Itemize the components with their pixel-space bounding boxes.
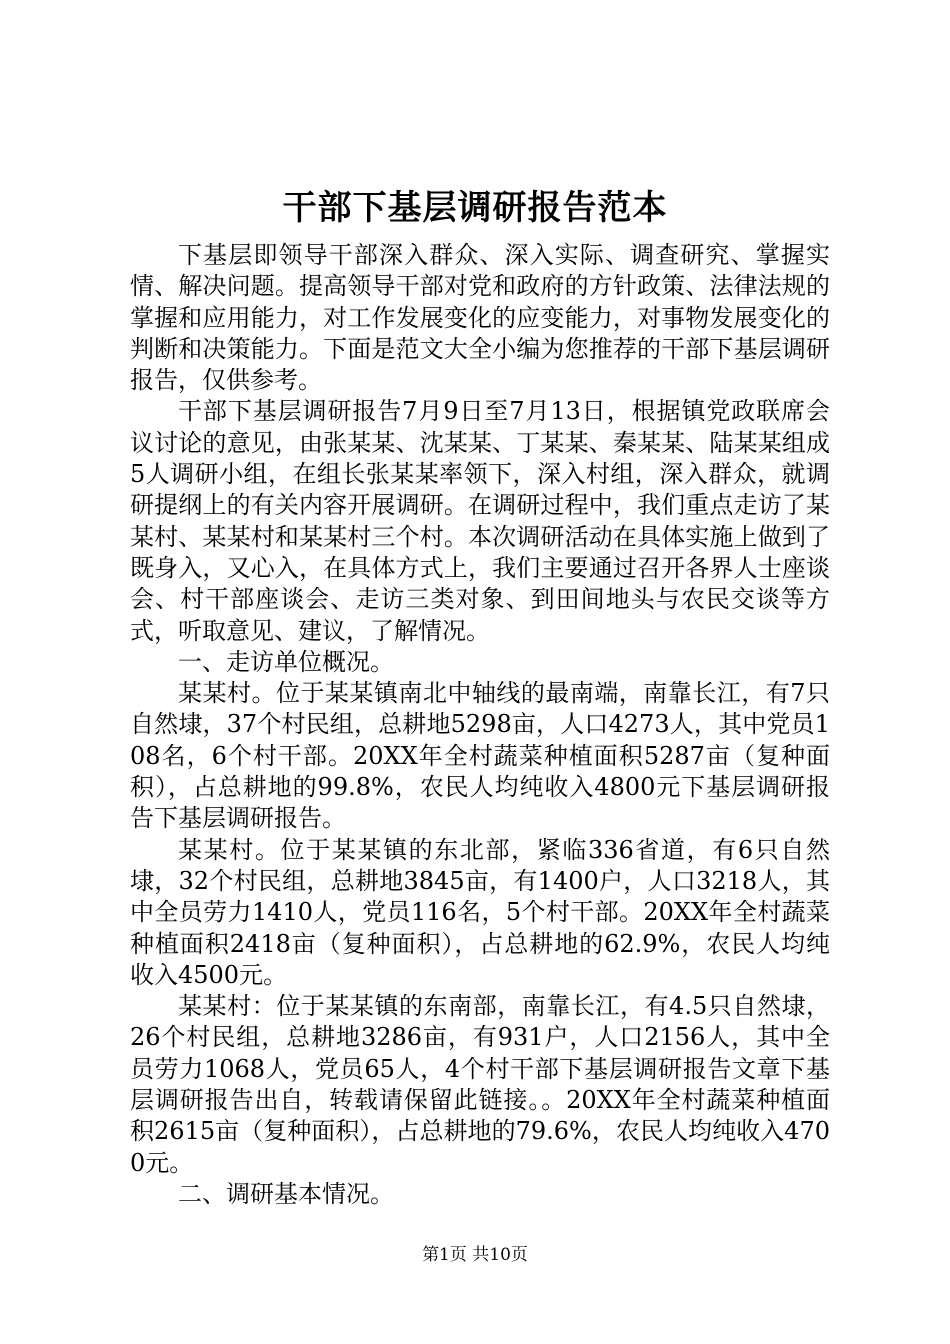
- paragraph-intro: 下基层即领导干部深入群众、深入实际、调查研究、掌握实情、解决问题。提高领导干部对党和政府的方针政策、法律法规的掌握和应用能力，对工作发展变化的应变能力，对事物发展变化的判断和决策能力。下面是范文大全小编为您推荐的干部下基层调研报告，仅供参考。: [130, 241, 830, 395]
- paragraph-overview: 干部下基层调研报告7月9日至7月13日，根据镇党政联席会议讨论的意见，由张某某、沈某某、丁某某、秦某某、陆某某组成5人调研小组，在组长张某某率领下，深入村组，深入群众，就调研提纲上的有关内容开展调研。在调研过程中，我们重点走访了某某村、某某村和某某村三个村。本次调研活动在具体实施上做到了既身入，又心入，在具体方式上，我们主要通过召开各界人士座谈会、村干部座谈会、走访三类对象、到田间地头与农民交谈等方式，听取意见、建议，了解情况。: [130, 397, 830, 645]
- document-body: [130, 240, 830, 1210]
- page-footer: 第1页 共10页: [422, 1245, 528, 1265]
- paragraph-village-2: 某某村。位于某某镇的东北部，紧临336省道，有6只自然埭，32个村民组，总耕地3845亩，有1400户，人口3218人，其中全员劳力1410人，党员116名，5个村干部。20XX年全村蔬菜种植面积2418亩（复种面积），占总耕地的62.9%，农民人均纯收入4500元。: [130, 835, 830, 989]
- paragraph-village-3: 某某村：位于某某镇的东南部，南靠长江，有4.5只自然埭，26个村民组，总耕地3286亩，有931户，人口2156人，其中全员劳力1068人，党员65人，4个村干部下基层调研报告文章下基层调研报告出自，转载请保留此链接。。20XX年全村蔬菜种植面积2615亩（复种面积），占总耕地的79.6%，农民人均纯收入4700元。: [130, 992, 830, 1177]
- document-title: 干部下基层调研报告范本: [282, 188, 668, 228]
- section-heading-1: 一、走访单位概况。: [178, 647, 394, 676]
- section-heading-2: 二、调研基本情况。: [178, 1179, 394, 1208]
- paragraph-village-1: 某某村。位于某某镇南北中轴线的最南端，南靠长江，有7只自然埭，37个村民组，总耕地5298亩，人口4273人，其中党员108名，6个村干部。20XX年全村蔬菜种植面积5287亩（复种面积），占总耕地的99.8%，农民人均纯收入4800元下基层调研报告下基层调研报告。: [130, 679, 830, 833]
